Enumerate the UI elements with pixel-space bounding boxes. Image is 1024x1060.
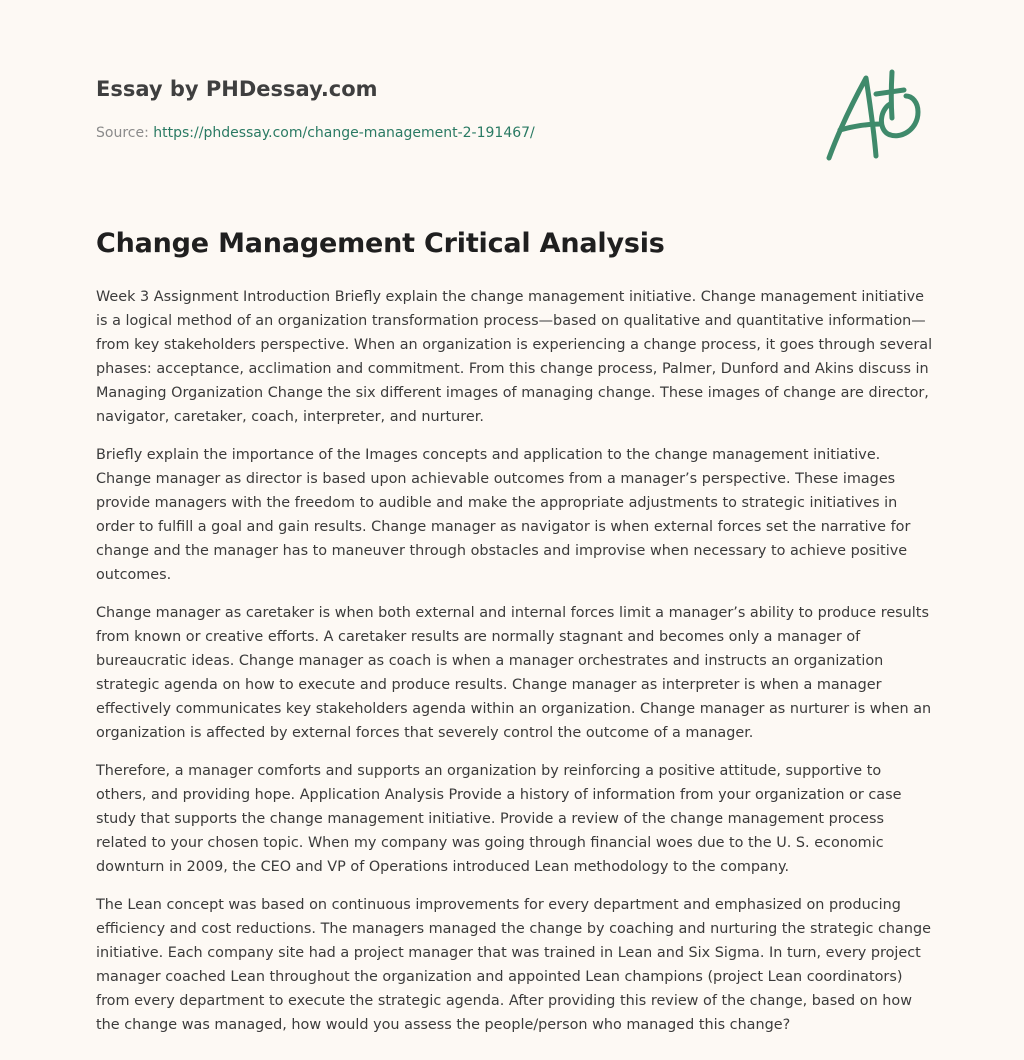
essay-paragraph: Change manager as caretaker is when both external and internal forces limit a manager’s ability to produce results from known or creative efforts. A caretaker results are normally stagnant and becomes only a manager of bureaucratic ideas. Change manager as coach is when a manager orchestrates and instructs an organization strategic agenda on how to execute and produce results. Change manager as interpreter is when a manager effectively communicates key stakeholders agenda within an organization. Change manager as nurturer is when an organization is affected by external forces that severely control the outcome of a manager.	[96, 605, 932, 741]
essay-title: Change Management Critical Analysis	[96, 228, 665, 259]
site-title: Essay by PHDessay.com	[96, 77, 378, 101]
essay-paragraph: Therefore, a manager comforts and supports an organization by reinforcing a positive attitude, supportive to others, and providing hope. Application Analysis Provide a history of information from your organization or case study that supports the change management initiative. Provide a review of the change management process related to your chosen topic. When my company was going through financial woes due to the U. S. economic downturn in 2009, the CEO and VP of Operations introduced Lean methodology to the company.	[96, 763, 902, 875]
source-label: Source:	[96, 125, 149, 141]
essay-body	[96, 285, 934, 1051]
source-line	[96, 125, 535, 141]
essay-paragraph: Briefly explain the importance of the Images concepts and application to the change management initiative. Change manager as director is based upon achievable outcomes from a manager’s perspective. These images provide managers with the freedom to audible and make the appropriate adjustments to strategic initiatives in order to fulfill a goal and gain results. Change manager as navigator is when external forces set the narrative for change and the manager has to maneuver through obstacles and improvise when necessary to achieve positive outcomes.	[96, 447, 911, 583]
a-plus-logo-icon	[820, 64, 930, 168]
source-link[interactable]: https://phdessay.com/change-management-2-191467/	[153, 125, 535, 141]
essay-paragraph: Week 3 Assignment Introduction Briefly explain the change management initiative. Change management initiative is a logical method of an organization transformation process—based on qualitative and quantitative information—from key stakeholders perspective. When an organization is experiencing a change process, it goes through several phases: acceptance, acclimation and commitment. From this change process, Palmer, Dunford and Akins discuss in Managing Organization Change the six different images of managing change. These images of change are director, navigator, caretaker, coach, interpreter, and nurturer.	[96, 289, 933, 425]
essay-paragraph: The Lean concept was based on continuous improvements for every department and emphasized on producing efficiency and cost reductions. The managers managed the change by coaching and nurturing the strategic change initiative. Each company site had a project manager that was trained in Lean and Six Sigma. In turn, every project manager coached Lean throughout the organization and appointed Lean champions (project Lean coordinators) from every department to execute the strategic agenda. After providing this review of the change, based on how the change was managed, how would you assess the people/person who managed this change?	[96, 897, 931, 1033]
